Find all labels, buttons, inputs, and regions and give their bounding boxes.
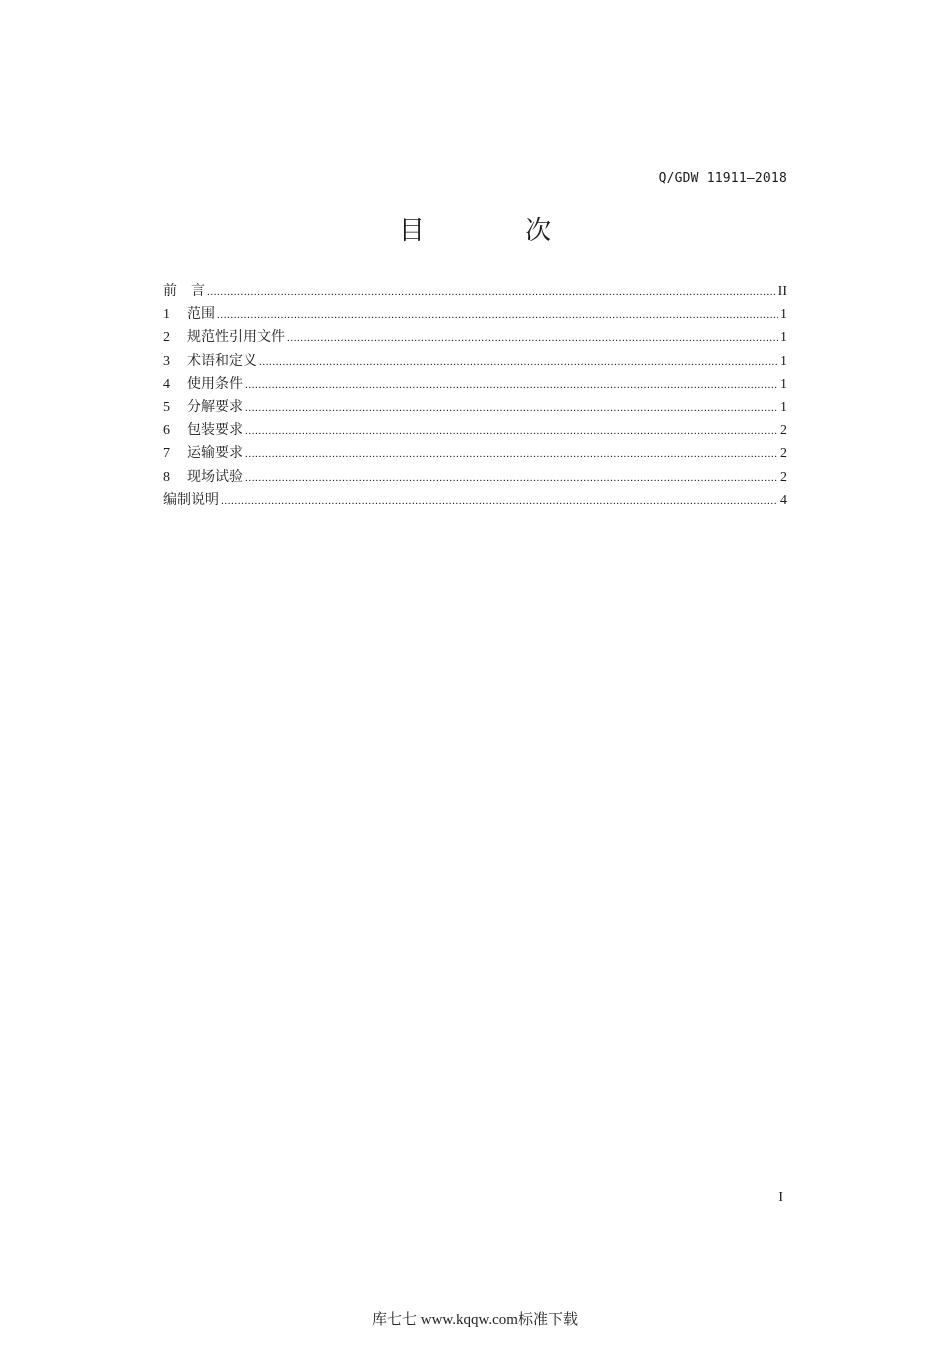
toc-entry-label: 前 言 [163,284,205,299]
toc-entry[interactable] [163,419,787,442]
toc-entry-page: 2 [780,469,787,485]
page-number: I [778,1190,783,1205]
toc-leader-dots [245,425,778,437]
toc-entry-label: 分解要求 [187,399,243,415]
toc-entry-page: II [777,284,787,299]
toc-leader-dots [217,309,778,321]
toc-entry-page: 1 [780,330,787,346]
toc-entry-number: 8 [163,469,170,485]
toc-entry[interactable] [163,442,787,465]
toc-entry-number: 1 [163,307,170,323]
toc-entry-label: 编制说明 [163,492,219,508]
toc-entry-label: 现场试验 [187,469,243,485]
toc-entry-label: 运输要求 [187,446,243,462]
toc-entry[interactable] [163,280,787,303]
toc-entry[interactable] [163,466,787,489]
toc-entry-number: 6 [163,423,170,439]
toc-entry-page: 1 [780,307,787,323]
toc-entry[interactable] [163,326,787,349]
table-of-contents [163,280,787,512]
toc-leader-dots [245,379,778,391]
toc-entry-label: 使用条件 [187,376,243,392]
toc-entry-page: 2 [780,446,787,462]
footer-watermark-text: 库七七 www.kqqw.com标准下载 [372,1312,578,1328]
toc-leader-dots [207,286,776,298]
toc-entry-page: 1 [780,353,787,369]
toc-entry[interactable] [163,350,787,373]
toc-entry-number: 3 [163,353,170,369]
toc-entry[interactable] [163,303,787,326]
toc-entry-label: 术语和定义 [187,353,257,369]
toc-entry-page: 4 [780,492,787,508]
toc-entry-page: 1 [780,376,787,392]
toc-entry[interactable] [163,373,787,396]
toc-leader-dots [221,495,778,507]
toc-entry-page: 1 [780,399,787,415]
toc-entry-number: 5 [163,399,170,415]
toc-entry-label: 规范性引用文件 [187,330,285,346]
toc-leader-dots [259,356,778,368]
toc-leader-dots [287,332,778,344]
toc-title: 目 次 [398,216,598,246]
toc-leader-dots [245,472,778,484]
toc-entry[interactable] [163,396,787,419]
toc-leader-dots [245,448,778,460]
toc-entry-label: 范围 [187,307,215,323]
toc-leader-dots [245,402,778,414]
toc-entry-number: 4 [163,376,170,392]
toc-entry-number: 2 [163,330,170,346]
toc-entry-label: 包装要求 [187,423,243,439]
document-code: Q/GDW 11911—2018 [658,171,787,186]
toc-entry-page: 2 [780,423,787,439]
toc-entry-number: 7 [163,446,170,462]
toc-entry[interactable] [163,489,787,512]
